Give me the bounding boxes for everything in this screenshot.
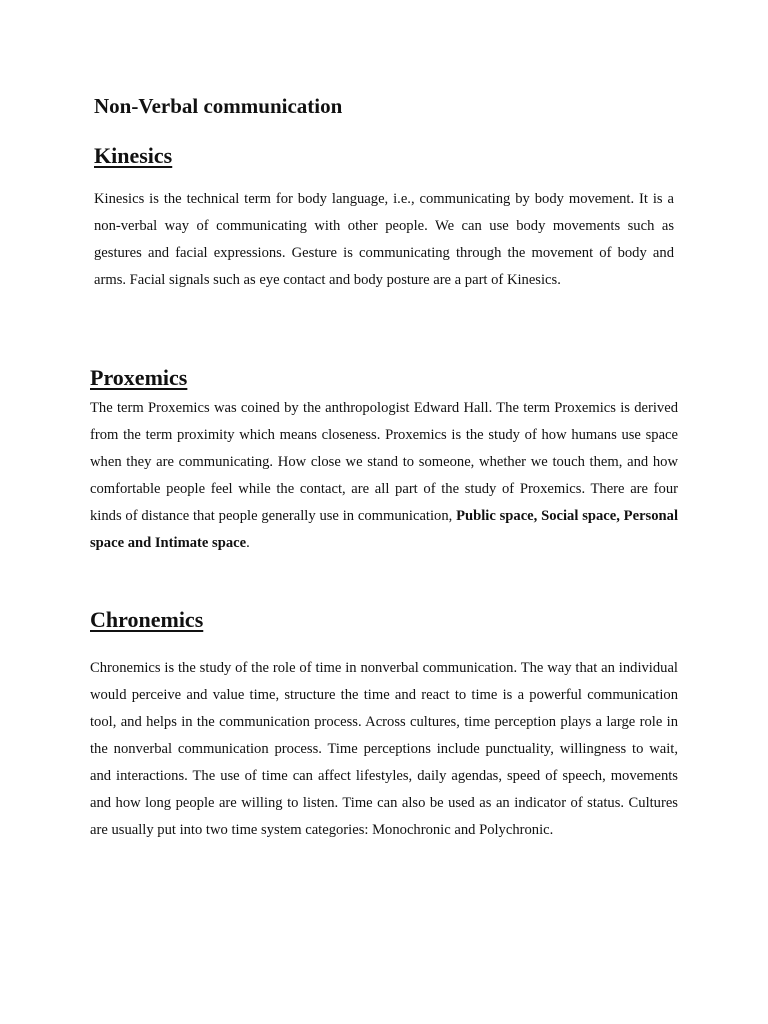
proxemics-paragraph-end: . [246, 535, 250, 551]
chronemics-paragraph: Chronemics is the study of the role of time in nonverbal communication. The way that an individual would perceive and value time, structure the time and react to time is a powerful communication tool, and helps in the communication process. Across cultures, time perception plays a large role in the nonverbal communication process. Time perceptions include punctuality, willingness to wait, and interactions. The use of time can affect lifestyles, daily agendas, speed of speech, movements and how long people are willing to listen. Time can also be used as an indicator of status. Cultures are usually put into two time system categories: Monochronic and Polychronic. [90, 660, 678, 838]
kinesics-paragraph: Kinesics is the technical term for body language, i.e., communicating by body movement. It is a non-verbal way of communicating with other people. We can use body movements such as gestures and facial expressions. Gesture is communicating through the movement of body and arms. Facial signals such as eye contact and body posture are a part of Kinesics. [94, 191, 674, 288]
section-heading-chronemics: Chronemics [90, 607, 204, 632]
proxemics-paragraph [90, 395, 678, 557]
section-heading-proxemics: Proxemics [90, 365, 188, 390]
proxemics-paragraph-text: The term Proxemics was coined by the anthropologist Edward Hall. The term Proxemics is derived from the term proximity which means closeness. Proxemics is the study of how humans use space when they are communicating. How close we stand to someone, whether we touch them, and how comfortable people feel while the contact, are all part of the study of Proxemics. There are four kinds of distance that people generally use in communication, [90, 400, 678, 524]
proxemics-space-types: Public space, Social space, Personal space and Intimate space [90, 508, 678, 551]
section-heading-kinesics: Kinesics [94, 143, 173, 168]
page-title: Non-Verbal communication [94, 94, 343, 118]
